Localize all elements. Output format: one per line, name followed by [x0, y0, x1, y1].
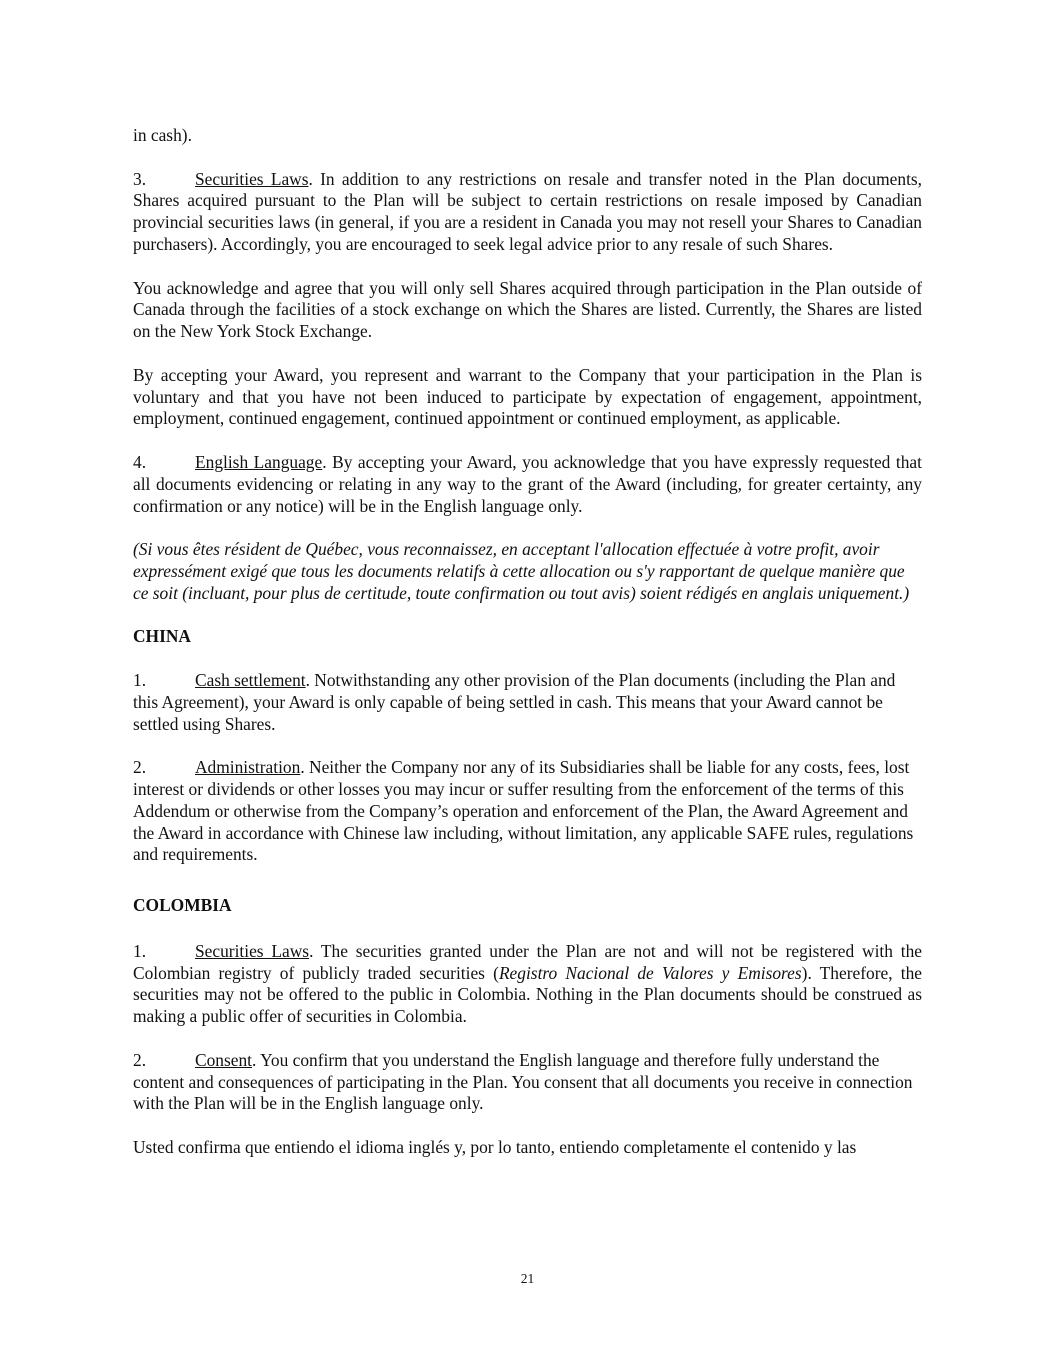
item-text-continued: ). Therefore, the securities may not be offered to the public in Colombia. Nothing in the Plan documents should be construed as making a public offer of securities in Colombia. — [133, 962, 922, 1027]
china-item-2 — [133, 757, 922, 866]
page-number: 21 — [520, 1271, 535, 1286]
item-text: . The securities granted under the Plan are not and will not be registered with the Colombian registry of publicly traded securities ( — [133, 940, 923, 983]
china-item-1 — [133, 670, 922, 735]
item-heading: Cash settlement — [195, 669, 306, 690]
item-text: . You confirm that you understand the English language and therefore fully understand the content and consequences of participating in the Plan. You consent that all documents you receive in connection with the Plan will be in the English language only. — [133, 1049, 913, 1114]
colombia-item-2 — [133, 1050, 922, 1115]
canada-item-4 — [133, 452, 922, 517]
canada-french-paragraph: (Si vous êtes résident de Québec, vous reconnaissez, en acceptant l'allocation effectuée à votre profit, avoir expressément exigé que tous les documents relatifs à cette allocation ou s'y rapportant de quelque manière que ce soit (incluant, pour plus de certitude, toute confirmation ou tout avis) soient rédigés en anglais uniquement.) — [133, 539, 910, 603]
colombia-spanish-paragraph: Usted confirma que entiendo el idioma inglés y, por lo tanto, entiendo completamente el contenido y las — [133, 1137, 857, 1158]
item-heading: Securities Laws — [195, 168, 309, 189]
item-text: . Notwithstanding any other provision of the Plan documents (including the Plan and this Agreement), your Award is only capable of being settled in cash. This means that your Award cannot be settled using Shares. — [133, 669, 896, 734]
item-italic-term: Registro Nacional de Valores y Emisores — [498, 962, 802, 983]
section-title-colombia: COLOMBIA — [133, 895, 232, 916]
item-number: 4. — [133, 451, 147, 472]
section-title-china: CHINA — [133, 626, 191, 647]
canada-accept-paragraph: By accepting your Award, you represent and warrant to the Company that your participation in the Plan is voluntary and that you have not been induced to participate by expectation of engagement, appointment, employment, continued engagement, continued appointment or continued employment, as applicable. — [133, 364, 922, 429]
item-number: 2. — [133, 1049, 147, 1070]
colombia-item-1 — [133, 941, 922, 1028]
item-text: . Neither the Company nor any of its Subsidiaries shall be liable for any costs, fees, lost interest or dividends or other losses you may incur or suffer resulting from the enforcement of the terms of this Addendum or otherwise from the Company’s operation and enforcement of the Plan, the Award Agreement and the Award in accordance with Chinese law including, without limitation, any applicable SAFE rules, regulations and requirements. — [133, 757, 914, 865]
canada-item-3 — [133, 169, 922, 256]
item-number: 2. — [133, 757, 147, 778]
item-number: 3. — [133, 168, 147, 189]
item-heading: Securities Laws — [195, 940, 310, 961]
item-number: 1. — [133, 940, 147, 961]
intro-tail: in cash). — [133, 125, 192, 145]
item-text: . In addition to any restrictions on resale and transfer noted in the Plan documents, Shares acquired pursuant to the Plan will be subject to certain restrictions on resale imposed by Canadian provincial securities laws (in general, if you are a resident in Canada you may not resell your Shares to Canadian purchasers). Accordingly, you are encouraged to seek legal advice prior to any resale of such Shares. — [133, 168, 923, 254]
item-text: . By accepting your Award, you acknowledge that you have expressly requested that all documents evidencing or relating in any way to the grant of the Award (including, for greater certainty, any confirmation or any notice) will be in the English language only. — [133, 451, 922, 516]
canada-sell-paragraph: You acknowledge and agree that you will only sell Shares acquired through participation in the Plan outside of Canada through the facilities of a stock exchange on which the Shares are listed. Currently, the Shares are listed on the New York Stock Exchange. — [133, 277, 922, 342]
item-heading: English Language — [195, 451, 323, 472]
item-heading: Administration — [195, 757, 301, 778]
document-page — [133, 125, 922, 1181]
item-number: 1. — [133, 669, 147, 690]
item-heading: Consent — [195, 1049, 253, 1070]
